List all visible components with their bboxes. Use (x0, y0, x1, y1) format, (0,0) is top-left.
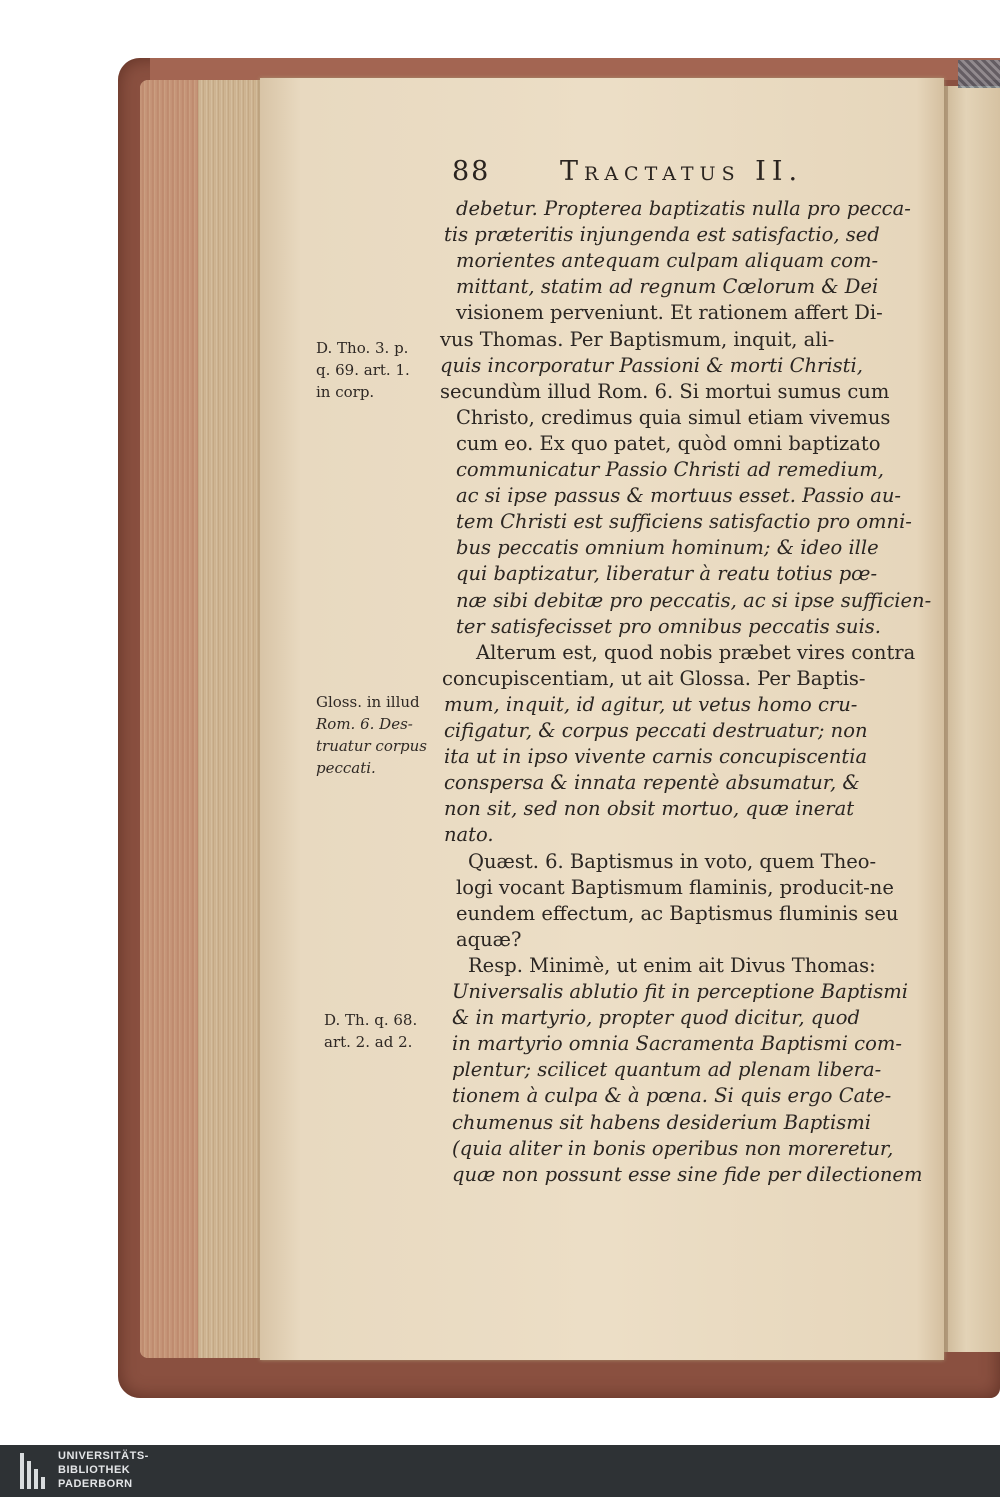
text-line: Christo, credimus quia simul etiam vivemus (456, 405, 891, 429)
text-line: cifigatur, & corpus peccati destruatur; non (444, 719, 868, 742)
text-line: chumenus sit habens desiderium Baptismi (452, 1110, 871, 1134)
text-line: ita ut in ipso vivente carnis concupiscentia (444, 745, 868, 769)
library-name-line-1: UNIVERSITÄTS- (58, 1450, 149, 1462)
running-title: Tractatus II. (560, 156, 804, 187)
text-line: (quia aliter in bonis operibus non moreretur, (452, 1136, 894, 1160)
text-line: conspersa & innata repentè absumatur, & (444, 771, 860, 795)
text-line: quis incorporatur Passioni & morti Christi, (440, 353, 863, 377)
text-line: morientes antequam culpam aliquam com- (456, 249, 879, 273)
footer-bar (0, 1445, 1000, 1497)
text-line: tis præteritis injungenda est satisfactio, sed (444, 223, 880, 247)
text-line: secundùm illud Rom. 6. Si mortui sumus cum (440, 379, 890, 403)
margin-note-line: art. 2. ad 2. (324, 1033, 413, 1051)
text-line: tem Christi est sufficiens satisfactio pro omni- (456, 510, 912, 534)
text-line: communicatur Passio Christi ad remedium, (456, 458, 885, 481)
text-line: quæ non possunt esse sine fide per dilectionem (452, 1162, 923, 1186)
facing-page-edge (944, 86, 1000, 1352)
text-line: in martyrio omnia Sacramenta Baptismi com- (452, 1032, 902, 1056)
text-line: eundem effectum, ac Baptismus fluminis seu (456, 901, 899, 925)
text-line: tionem à culpa & à pœna. Si quis ergo Cate- (452, 1084, 892, 1108)
text-line: næ sibi debitæ pro peccatis, ac si ipse sufficien- (456, 588, 932, 612)
red-page-edges (140, 80, 198, 1358)
text-line: ter satisfecisset pro omnibus peccatis suis. (456, 614, 881, 638)
text-line: aquæ? (456, 927, 522, 951)
text-line: non sit, sed non obsit mortuo, quæ inerat (444, 797, 855, 821)
text-line: Quæst. 6. Baptismus in voto, quem Theo- (468, 849, 877, 873)
library-name-line-2: BIBLIOTHEK (58, 1464, 131, 1476)
text-line: plentur; scilicet quantum ad plenam libera- (452, 1058, 882, 1082)
library-name (58, 1449, 149, 1491)
margin-note-line: Rom. 6. Des- (316, 715, 413, 733)
text-line: vus Thomas. Per Baptismum, inquit, ali- (440, 327, 835, 351)
margin-note-line: peccati. (316, 759, 376, 777)
text-line: concupiscentiam, ut ait Glossa. Per Baptis- (442, 666, 866, 690)
text-line: mittant, statim ad regnum Cœlorum & Dei (456, 275, 879, 299)
margin-note-line: truatur corpus (316, 737, 427, 755)
text-line: visionem perveniunt. Et rationem affert Di- (456, 301, 883, 325)
text-line: debetur. Propterea baptizatis nulla pro pecca- (456, 197, 911, 220)
marbled-endpaper (958, 60, 1000, 88)
text-line: cum eo. Ex quo patet, quòd omni baptizato (456, 431, 881, 455)
page-number: 88 (452, 156, 491, 187)
text-line: Alterum est, quod nobis præbet vires contra (476, 640, 916, 664)
text-line: Resp. Minimè, ut enim ait Divus Thomas: (468, 953, 876, 977)
text-line: logi vocant Baptismum flaminis, producit-ne (456, 875, 894, 899)
margin-note-line: q. 69. art. 1. (316, 361, 410, 379)
book-cover-top-edge (150, 58, 1000, 80)
text-line: bus peccatis omnium hominum; & ideo ille (456, 536, 879, 560)
text-line: & in martyrio, propter quod dicitur, quod (452, 1006, 861, 1030)
margin-note-line: in corp. (316, 383, 375, 401)
library-logo-icon (20, 1453, 50, 1489)
library-name-line-3: PADERBORN (58, 1478, 133, 1490)
text-line: Universalis ablutio fit in perceptione Baptismi (452, 980, 909, 1003)
text-line: nato. (444, 823, 494, 847)
margin-note-line: D. Th. q. 68. (324, 1011, 418, 1029)
text-line: mum, inquit, id agitur, ut vetus homo cru- (444, 692, 858, 716)
text-line: qui baptizatur, liberatur à reatu totius pœ- (456, 562, 878, 586)
text-line: ac si ipse passus & mortuus esset. Passio au- (456, 484, 901, 508)
margin-note-line: Gloss. in illud (316, 693, 420, 711)
margin-note-line: D. Tho. 3. p. (316, 339, 409, 357)
